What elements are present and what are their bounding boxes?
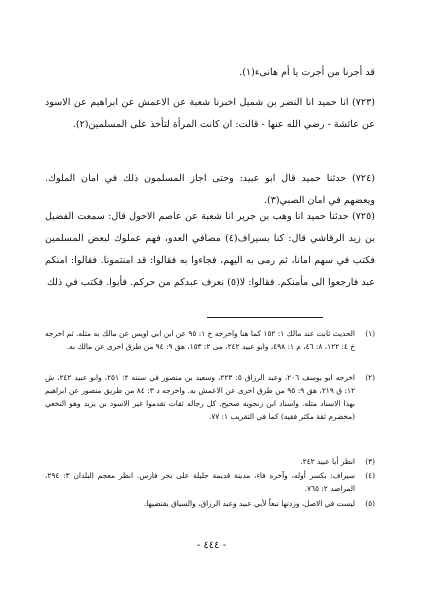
page-number: - ٤٤٤ - [196, 540, 227, 551]
footnote-number: (١) [365, 329, 375, 338]
footnote-number: (٤) [365, 471, 375, 480]
footnote-number: (٥) [365, 499, 375, 508]
footnote-4 [45, 469, 375, 495]
paragraph-hadith-724: (٧٢٤) حدثنا حميد قال ابو عبيد: وحتى اجاز المسلمون ذلك في امان الملوك. ويعضهم في امان الصبي(٣). [45, 173, 375, 206]
footnote-number: (٢) [365, 373, 375, 382]
paragraph-intro: قد أجرنا من أجرت يا أم هانىء(١). [239, 67, 375, 78]
footnote-separator [207, 317, 323, 318]
footnote-text: اخرجه ابو يوسف ٢٠٦، وعبد الرزاق ٥: ٢٢٣، وسعيد بن منصور في سننه ٢: ٢٥١، وابو عبيد ٢٤٢، ش ١٢: ق ٢١٩، هق ٩: ٩٥ من طرق اخرى عن الاعمش به. واخرجه د ٣: ٨٤ من طريق منصور عن ابراهيم بهذا الاسناد مثله. واسناد ابن زنجويه صحيح. كل رجاله ثقات تقدموا غير الاسود بن يزيد وهو النخعي (مخضرم ثقة مكثر فقيه) كما في التقريب ١: ٧٧. [45, 373, 355, 421]
footnote-number: (٣) [365, 457, 375, 466]
paragraph-hadith-725: (٧٢٥) حدثنا حميد انا وهب بن جرير انا شعبة عن عاصم الاحول قال: سمعت الفضيل بن زيد الرقاشي قال: كنا بسيراف(٤) مصافي العدو، فهم عملوك لبعض المسلمين فكتب في سهم امانا، ثم رمى به اليهم، فجاءوا به فقالوا: قد امنتمونا. فقالوا: امنكم عبد فارجعوا الى مأمنكم. فقالوا: لا(٥) نعرف عبدكم من حركم. فأبوا. فكتب في ذلك [45, 211, 375, 288]
footnote-5 [45, 497, 375, 510]
footnote-1 [45, 327, 375, 353]
footnote-text: سيراف: بكسر أوله، وآخره فاء، مدينة قديمة جليلة على بحر فارس. انظر معجم البلدان ٣: ٢٩٤، المراصد ٢: ٧٦٥. [45, 471, 355, 493]
footnote-text: ليست في الاصل، وزدتها تبعاً لأبي عبيد وعبد الرزاق، والسياق يقتضيها. [143, 499, 355, 508]
footnote-3 [45, 455, 375, 468]
paragraph-hadith-723: (٧٢٣) انا حميد انا النضر بن شميل اخبرنا شعبة عن الاعمش عن ابراهيم عن الاسود عن عائشة - رضي الله عنها - قالت: ان كانت المرأة لتأخذ على المسلمين(٢). [45, 97, 375, 130]
footnote-text: الحديث ثابت عند مالك ١: ١٥٢ كما هنا واخرجه خ ١: ٩٥ عن ابن ابي اويس عن مالك به مثله. ثم اخرجه خ ٤: ١٢٢، ٨: ٤٦، م ١: ٤٩٨، وابو عبيد ٢٤٢، مى ٢: ١٥٣، هق ٩: ٩٤ من طرق اخرى عن مالك به. [45, 329, 355, 351]
footnote-text: انظر أبا عبيد ٢٤٢. [300, 457, 355, 466]
footnote-2 [45, 371, 375, 423]
